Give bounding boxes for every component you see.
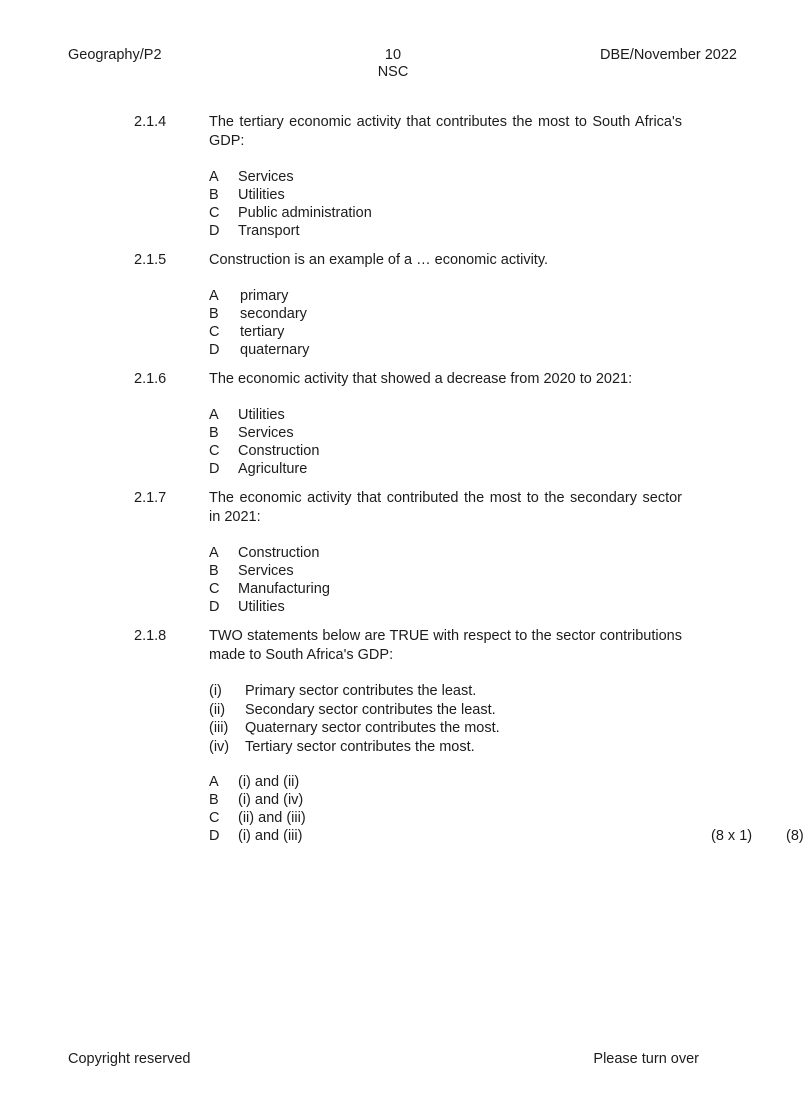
statement-key: (ii) [209,701,226,718]
option-label: tertiary [240,324,285,340]
option-label: Transport [238,223,300,239]
question-head [134,489,734,527]
statement-list [209,682,734,756]
option-row[interactable] [209,204,734,222]
option-key: A [209,774,219,790]
option-row[interactable] [209,442,734,460]
option-key: B [209,425,219,441]
page-header [68,47,737,87]
option-label: (i) and (iv) [238,792,304,808]
question-2-1-5 [134,251,734,359]
header-qualification: NSC [377,64,409,80]
option-row[interactable] [209,827,804,845]
marks-calculation: (8 x 1) [711,828,753,844]
option-row[interactable] [209,186,734,204]
option-label: (i) and (iii) [238,828,303,844]
option-label: Utilities [238,187,285,203]
answer-options [209,544,734,616]
statement-text: Tertiary sector contributes the most. [245,738,475,755]
question-head [134,251,734,270]
option-key: C [209,443,220,459]
option-label: Services [238,425,294,441]
question-head [134,370,734,389]
answer-options [209,406,734,478]
statement-text: Secondary sector contributes the least. [245,701,496,718]
option-row[interactable] [209,460,734,478]
option-row[interactable] [209,809,734,827]
option-row[interactable] [209,544,734,562]
option-row[interactable] [209,305,734,323]
option-row[interactable] [209,406,734,424]
option-key: A [209,545,219,561]
question-2-1-8 [134,627,804,845]
option-label: Manufacturing [238,581,330,597]
question-number: 2.1.5 [134,252,167,268]
option-row[interactable] [209,168,734,186]
question-stem: TWO statements below are TRUE with respect to the sector contributions made to South Africa's GDP: [209,628,682,663]
option-key: B [209,563,219,579]
option-label: Utilities [238,407,285,423]
option-key: A [209,169,219,185]
statement-row [209,738,734,757]
question-2-1-7 [134,489,734,616]
option-key: A [209,288,219,304]
option-key: B [209,792,219,808]
option-key: B [209,306,219,322]
page-footer [68,1050,699,1068]
header-page-number: 10 [384,47,402,63]
option-key: D [209,342,220,358]
question-2-1-4 [134,113,734,240]
answer-options [209,287,734,359]
option-label: Agriculture [238,461,308,477]
question-head [134,113,734,151]
question-stem: Construction is an example of a … economic activity. [209,252,549,268]
option-row[interactable] [209,341,734,359]
option-key: D [209,599,220,615]
option-label: primary [240,288,289,304]
option-label: Construction [238,545,320,561]
question-stem: The tertiary economic activity that contributes the most to South Africa's GDP: [209,114,682,149]
question-number: 2.1.6 [134,371,167,387]
option-key: D [209,828,220,844]
statement-key: (iii) [209,720,229,736]
question-body [134,113,804,855]
statement-row [209,682,734,701]
option-label: Services [238,169,294,185]
copyright-notice: Copyright reserved [68,1051,191,1067]
option-row[interactable] [209,424,734,442]
option-key: C [209,205,220,221]
question-head [134,627,734,665]
option-label: (ii) and (iii) [238,810,306,826]
option-label: (i) and (ii) [238,774,300,790]
statement-key: (iv) [209,738,230,755]
question-number: 2.1.8 [134,628,167,644]
statement-row [209,701,734,720]
marks-total: (8) [786,828,804,844]
statement-key: (i) [209,683,222,699]
option-row[interactable] [209,287,734,305]
option-row[interactable] [209,323,734,341]
question-stem: The economic activity that showed a decrease from 2020 to 2021: [209,371,633,387]
option-key: C [209,324,220,340]
statement-text: Primary sector contributes the least. [245,683,477,699]
header-exam-session: DBE/November 2022 [599,47,737,63]
option-key: A [209,407,219,423]
option-key: D [209,223,220,239]
option-label: secondary [240,306,307,322]
option-label: Construction [238,443,320,459]
option-row[interactable] [209,222,734,240]
option-row[interactable] [209,598,734,616]
option-label: Utilities [238,599,285,615]
option-key: C [209,581,220,597]
turn-over-notice: Please turn over [593,1051,699,1067]
option-row[interactable] [209,773,734,791]
question-number: 2.1.7 [134,490,167,506]
question-stem: The economic activity that contributed the most to the secondary sector in 2021: [209,490,682,525]
option-key: B [209,187,219,203]
statement-text: Quaternary sector contributes the most. [245,720,500,736]
answer-options [209,773,804,845]
question-number: 2.1.4 [134,114,167,130]
option-key: C [209,810,220,826]
option-row[interactable] [209,562,734,580]
option-row[interactable] [209,791,734,809]
header-subject: Geography/P2 [68,47,162,63]
option-label: Services [238,563,294,579]
option-label: Public administration [238,205,372,221]
answer-options [209,168,734,240]
option-label: quaternary [240,342,310,358]
option-row[interactable] [209,580,734,598]
statement-row [209,719,734,738]
question-2-1-6 [134,370,734,478]
option-key: D [209,461,220,477]
